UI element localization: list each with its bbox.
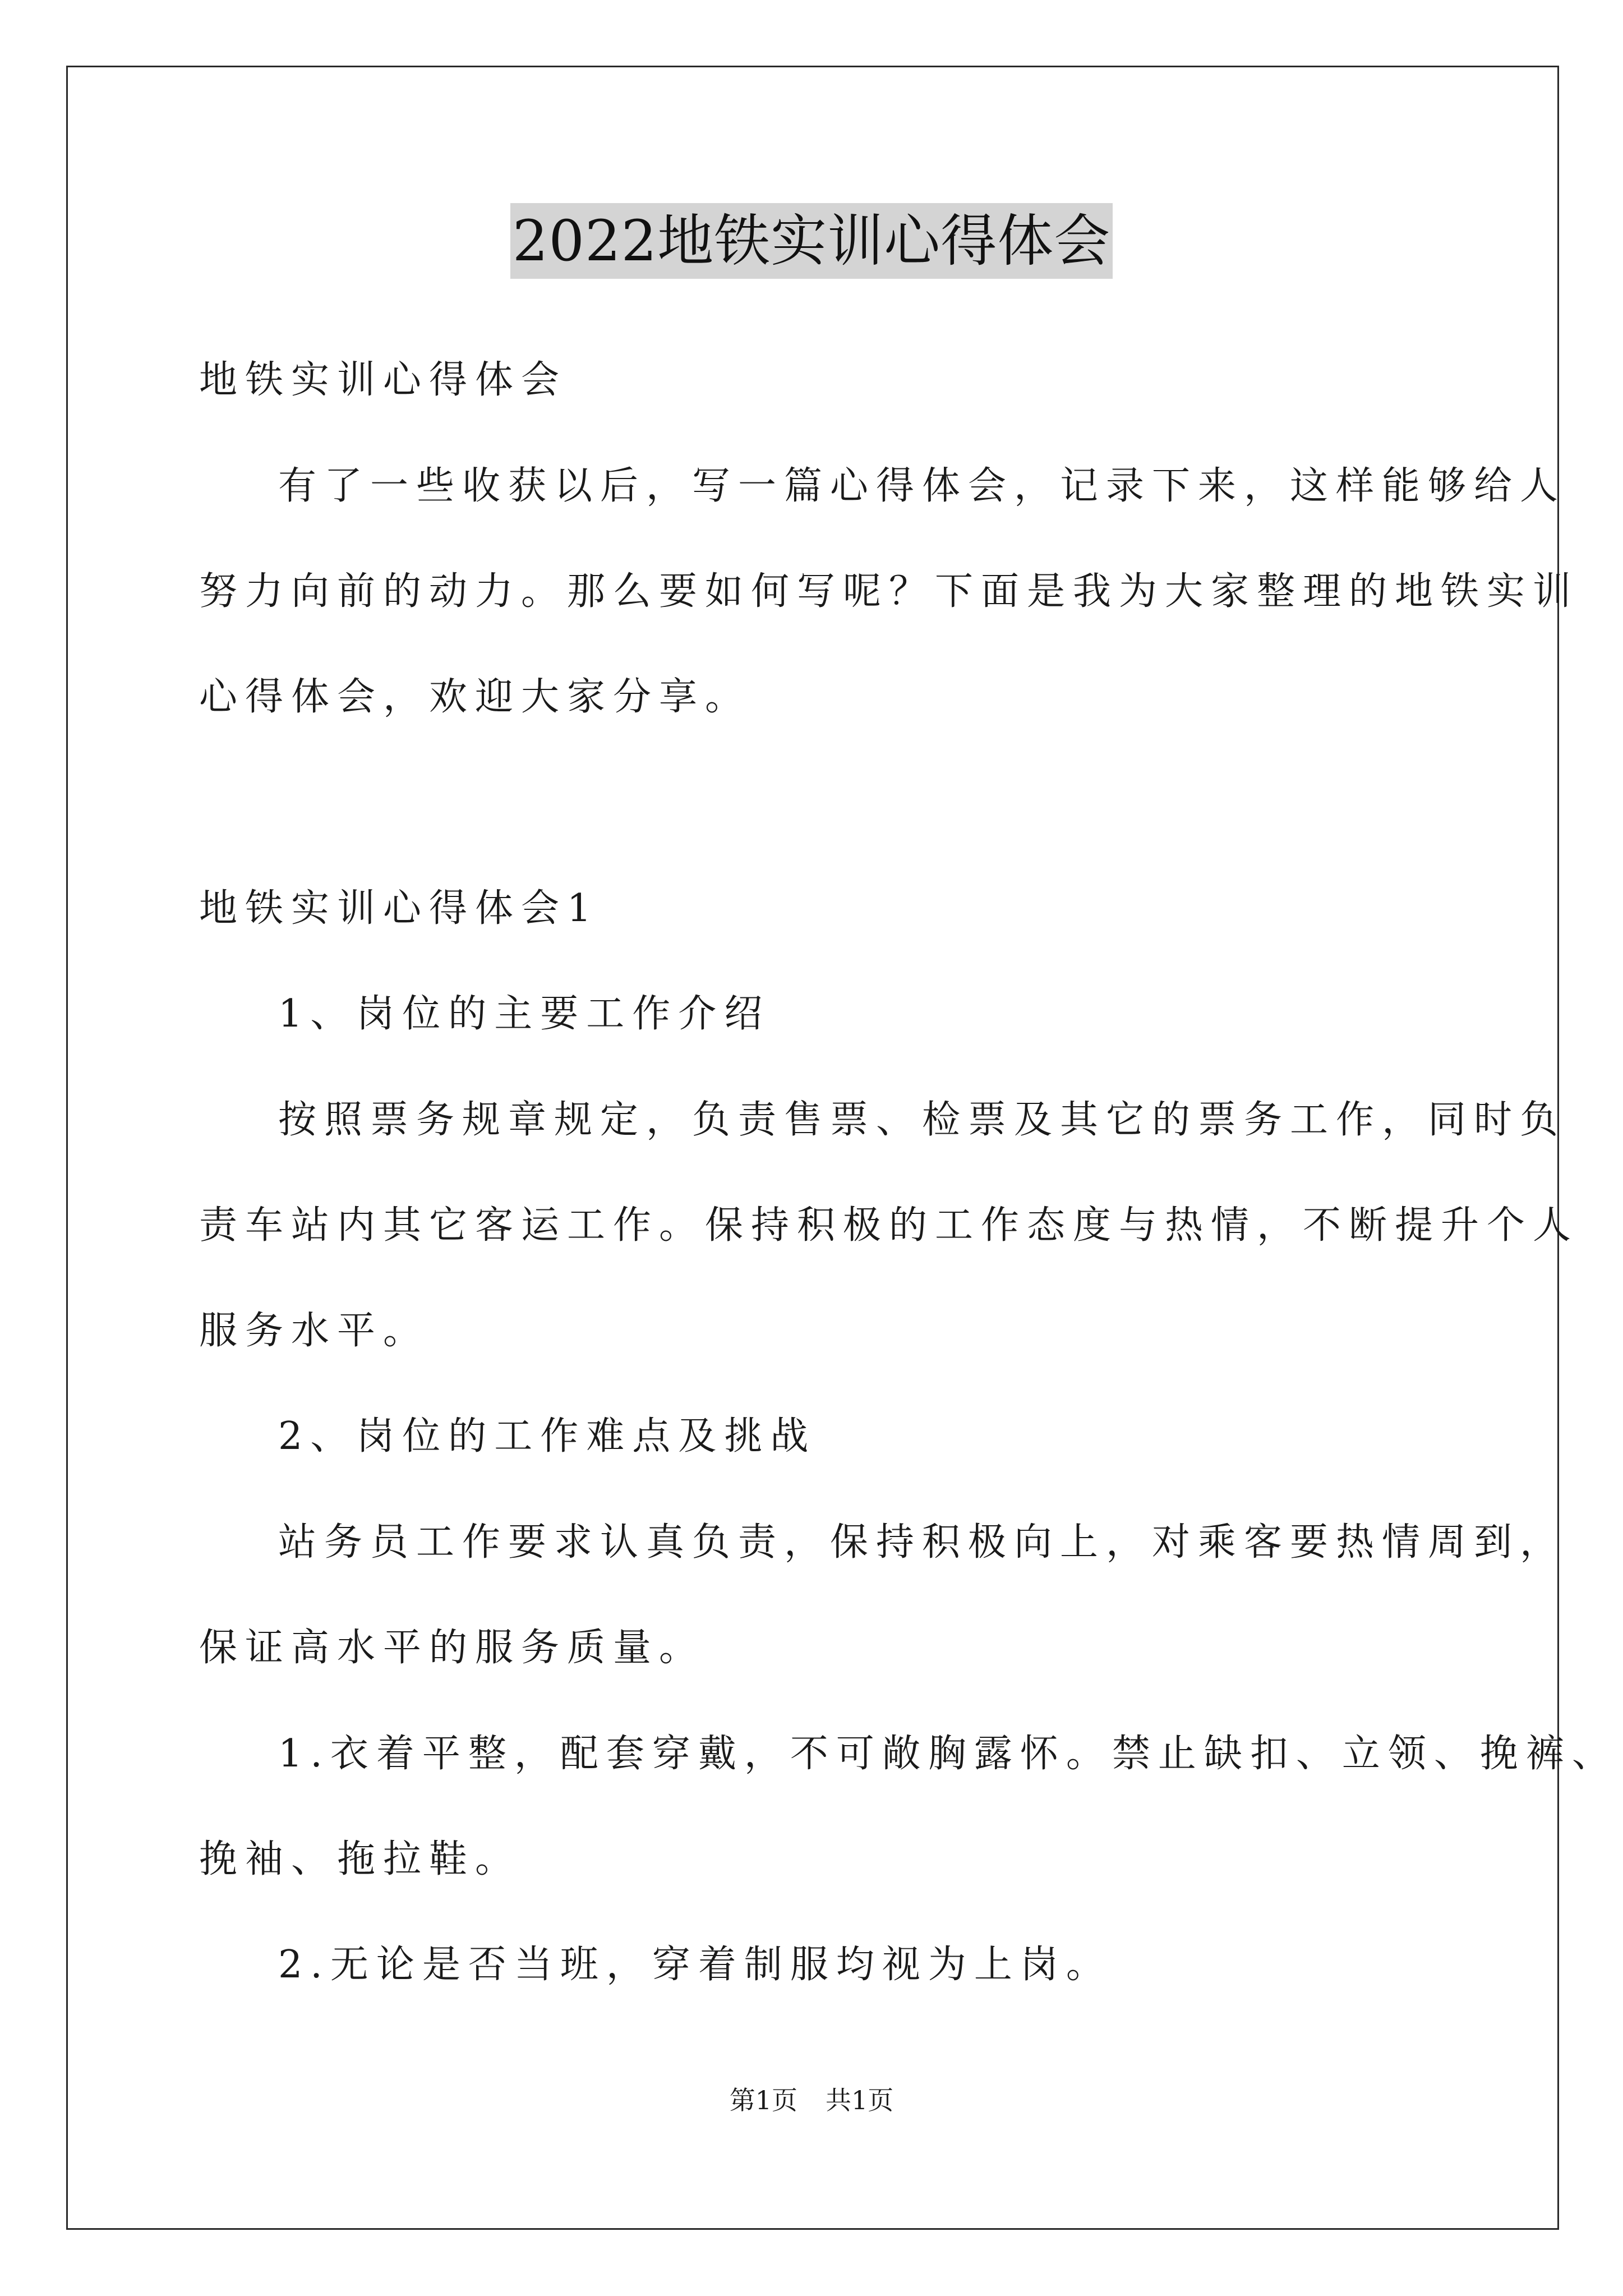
list-item-line: 1.衣着平整，配套穿戴，不可敞胸露怀。禁止缺扣、立领、挽裤、 bbox=[278, 1732, 1618, 1776]
page-number-total: 共1页 bbox=[826, 2085, 894, 2115]
list-item-line: 2.无论是否当班，穿着制服均视为上岗。 bbox=[278, 1943, 1112, 1987]
paragraph-line: 努力向前的动力。那么要如何写呢？下面是我为大家整理的地铁实训 bbox=[199, 569, 1579, 614]
page-footer bbox=[0, 2083, 1623, 2117]
section-heading: 地铁实训心得体会1 bbox=[199, 886, 600, 931]
list-item-line: 挽袖、拖拉鞋。 bbox=[199, 1837, 522, 1881]
paragraph-line: 按照票务规章规定，负责售票、检票及其它的票务工作，同时负 bbox=[278, 1098, 1566, 1142]
paragraph-line: 站务员工作要求认真负责，保持积极向上，对乘客要热情周到， bbox=[278, 1520, 1566, 1565]
paragraph-line: 有了一些收获以后，写一篇心得体会，记录下来，这样能够给人 bbox=[278, 464, 1566, 508]
document-title: 2022地铁实训心得体会 bbox=[510, 203, 1113, 279]
page-number-current: 第1页 bbox=[729, 2085, 797, 2115]
title-container bbox=[0, 203, 1623, 279]
paragraph-line: 保证高水平的服务质量。 bbox=[199, 1626, 706, 1670]
subsection-heading: 1、岗位的主要工作介绍 bbox=[278, 992, 771, 1036]
subsection-heading: 2、岗位的工作难点及挑战 bbox=[278, 1414, 817, 1458]
paragraph-line: 服务水平。 bbox=[199, 1309, 430, 1353]
subtitle-line: 地铁实训心得体会 bbox=[199, 358, 568, 402]
paragraph-line: 责车站内其它客运工作。保持积极的工作态度与热情，不断提升个人 bbox=[199, 1203, 1579, 1248]
paragraph-line: 心得体会，欢迎大家分享。 bbox=[199, 675, 751, 719]
